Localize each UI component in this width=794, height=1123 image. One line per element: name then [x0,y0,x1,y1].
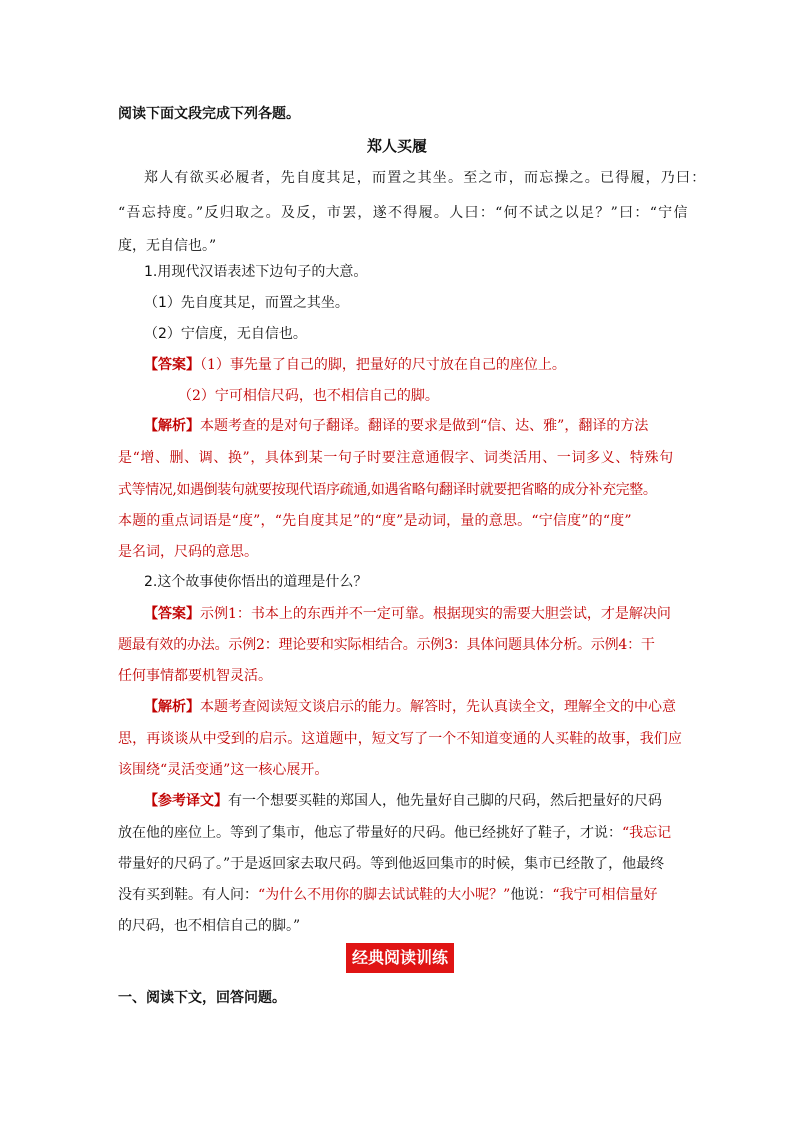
translation-quote-1: “我忘记 [622,825,672,841]
translation-line-3: 带量好的尺码了。”于是返回家去取尺码。等到他返回集市的时候，集市已经散了，他最终 [118,856,665,872]
q2-analysis-line-1: 本题考查阅读短文谈启示的能力。解答时，先认真读全文，理解全文的中心意 [200,699,676,715]
question-1-sub-1: （1）先自度其足，而置之其坐。 [144,295,349,311]
q2-answer-line-3: 任何事情都要机智灵活。 [118,668,272,684]
answer-tag: 【答案】 [144,606,200,622]
question-1-analysis [144,417,648,435]
translation [144,792,662,810]
instruction: 阅读下面文段完成下列各题。 [118,106,300,122]
question-2-answer [144,605,671,623]
passage-line-1: 郑人有欲买必履者，先自度其足，而置之其坐。至之市，而忘操之。已得履，乃曰： [144,170,707,186]
analysis-tag: 【解析】 [144,699,200,715]
translation-line-4-wrap [118,886,658,904]
passage-title: 郑人买履 [366,137,427,155]
section-banner: 经典阅读训练 [346,943,454,973]
translation-said: 他说： [510,887,553,903]
passage-line-3: 度，无自信也。” [118,238,217,254]
translation-line-5: 的尺码，也不相信自己的脚。” [118,918,301,934]
passage-line-2: “吾忘持度。”反归取之。及反，市罢，遂不得履。人曰：“何不试之以足？”曰：“宁信 [118,205,689,221]
translation-line-4: 没有买到鞋。有人问： [118,887,258,903]
question-1-answer-2: （2）宁可相信尺码，也不相信自己的脚。 [178,388,439,404]
q2-analysis-line-2: 思，再谈谈从中受到的启示。这道题中，短文写了一个不知道变通的人买鞋的故事，我们应 [118,731,682,747]
analysis-line-1: 本题考查的是对句子翻译。翻译的要求是做到“信、达、雅”，翻译的方法 [200,418,649,434]
question-1-sub-2: （2）宁信度，无自信也。 [144,326,307,342]
q1-analysis-line-4: 本题的重点词语是“度”，“先自度其足”的“度”是动词，量的意思。“宁信度”的“度” [118,513,632,529]
translation-quote-3: “我宁可相信量好 [552,887,658,903]
q2-answer-line-2: 题最有效的办法。示例2：理论要和实际相结合。示例3：具体问题具体分析。示例4：干 [118,637,655,653]
answer-1-text: （1）事先量了自己的脚，把量好的尺寸放在自己的座位上。 [200,357,566,373]
q2-answer-line-1: 示例1：书本上的东西并不一定可靠。根据现实的需要大胆尝试，才是解决问 [200,606,671,622]
question-2-prompt: 2.这个故事使你悟出的道理是什么？ [144,574,368,590]
q1-analysis-line-5: 是名词，尺码的意思。 [118,544,258,560]
analysis-tag: 【解析】 [144,418,200,434]
question-1-answer [144,356,566,374]
q1-analysis-line-2: 是“增、删、调、换”，具体到某一句子时要注意通假字、词类活用、一词多义、特殊句 [118,450,674,466]
answer-tag: 【答案】 [144,357,200,373]
q2-analysis-line-3: 该围绕“灵活变通”这一核心展开。 [118,762,329,778]
translation-line-2-wrap [118,824,671,842]
question-2-analysis [144,698,676,716]
translation-line-2: 放在他的座位上。等到了集市，他忘了带量好的尺码。他已经挑好了鞋子，才说： [118,825,622,841]
translation-quote-2: “为什么不用你的脚去试试鞋的大小呢？” [258,887,511,903]
section-heading: 一、阅读下文，回答问题。 [118,990,286,1006]
translation-tag: 【参考译文】 [144,793,228,809]
question-1-prompt: 1.用现代汉语表述下边句子的大意。 [144,264,368,280]
q1-analysis-line-3: 式等情况,如遇倒装句就要按现代语序疏通,如遇省略句翻译时就要把省略的成分补充完整。 [118,482,657,498]
translation-line-1: 有一个想要买鞋的郑国人，他先量好自己脚的尺码，然后把量好的尺码 [228,793,662,809]
